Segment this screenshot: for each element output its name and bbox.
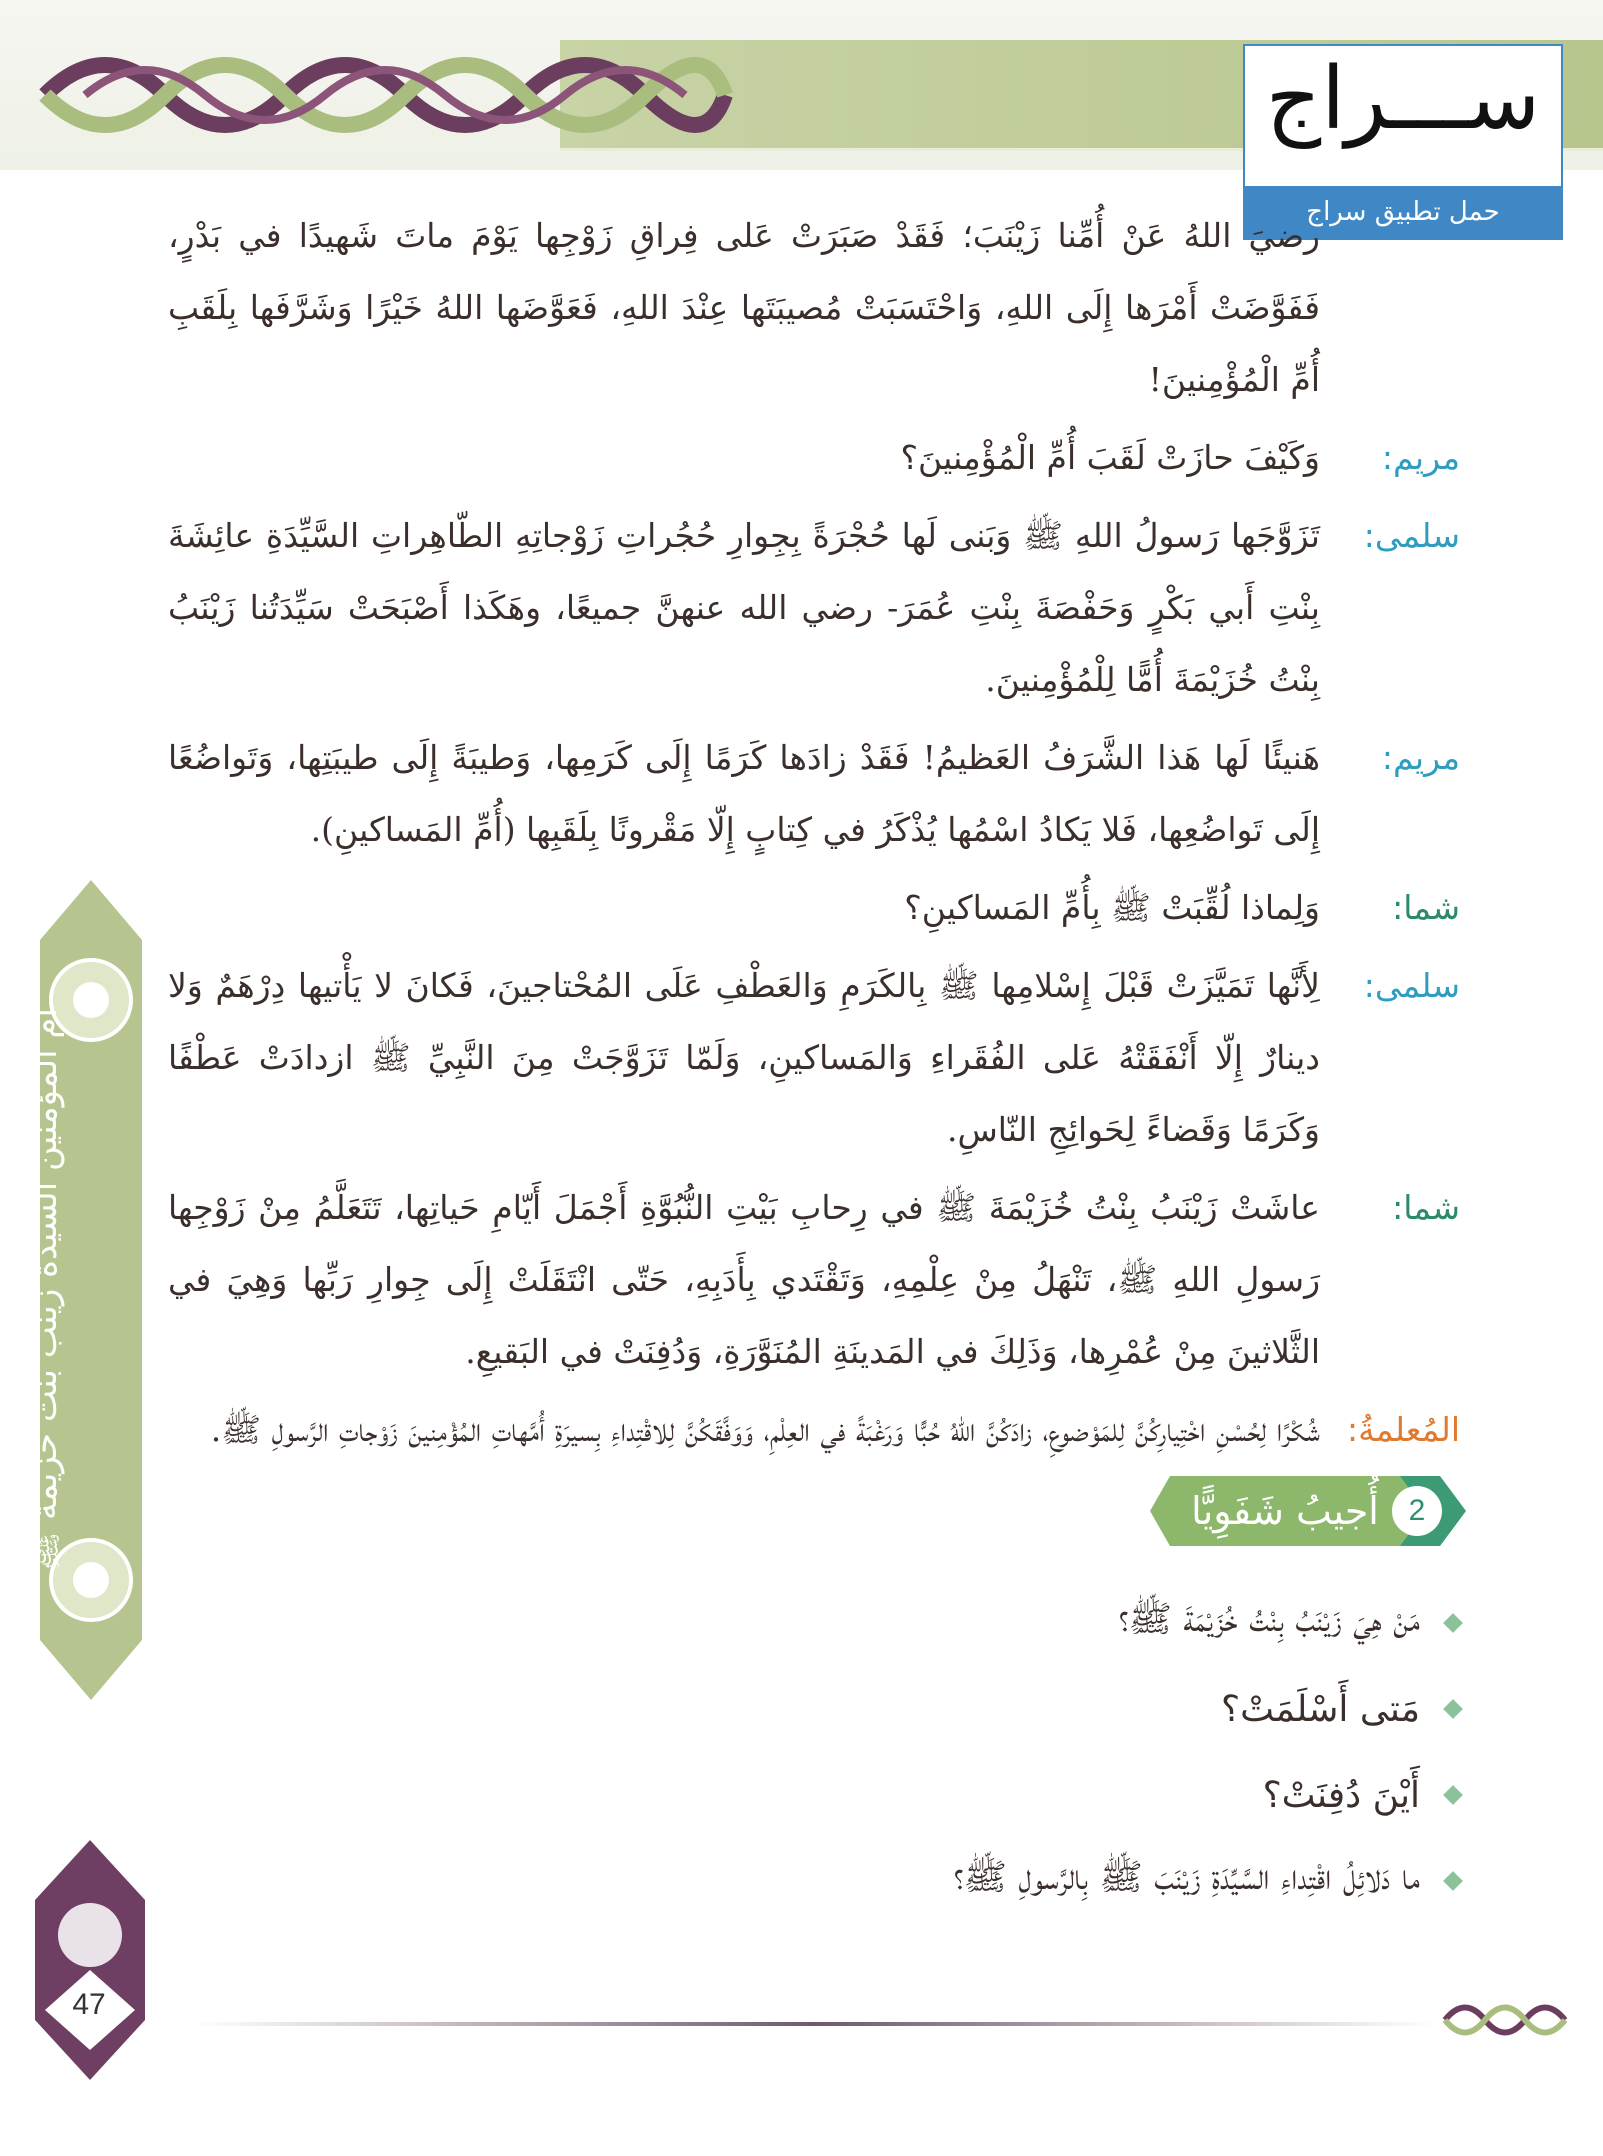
list-item: [700, 1752, 1460, 1838]
speaker-label: سلمى:: [1363, 966, 1460, 1005]
question-list: [700, 1580, 1460, 1924]
dialogue-turn: [168, 422, 1468, 494]
bullet-icon: [1443, 1613, 1463, 1633]
dialogue-turn: [168, 500, 1468, 716]
dialogue-turn: [168, 722, 1468, 866]
speaker-label: سلمى:: [1363, 516, 1460, 555]
speaker-label: مريم:: [1381, 438, 1460, 477]
speech-text: رضيَ اللهُ عَنْ أُمِّنا زَيْنَبَ؛ فَقَدْ صَبَرَتْ عَلى فِراقِ زَوْجِها يَوْمَ ماتَ شَهيدًا في بَدْرٍ، فَفَوَّضَتْ أَمْرَها إِلَى اللهِ، وَاحْتَسَبَتْ مُصيبَتَها عِنْدَ اللهِ، فَعَوَّضَها اللهُ خَيْرًا وَشَرَّفَها بِلَقَبِ أُمِّ الْمُؤْمِنينَ!: [168, 216, 1320, 399]
logo-tagline: حمل تطبيق سراج: [1245, 186, 1561, 238]
dialogue-turn: [168, 1394, 1468, 1466]
dialogue-turn: [168, 200, 1468, 416]
speech-text: وَلِماذا لُقِّبَتْ ﷺ بِأُمِّ المَساكينِ؟: [904, 888, 1320, 927]
speech-text: وَكَيْفَ حازَتْ لَقَبَ أُمِّ الْمُؤْمِنينَ؟: [900, 438, 1320, 477]
speech-text: شُكْرًا لِحُسْنِ اخْتِيارِكُنَّ لِلمَوْضوعِ، زادَكُنَّ اللهُ حُبًّا وَرَغْبَةً في العِلْمِ، وَوَفَّقَكُنَّ لِلاقْتِداءِ بِسيرَةِ أُمَّهاتِ المُؤْمِنينَ زَوْجاتِ الرَّسولِ ﷺ.: [210, 1410, 1320, 1449]
header-weave-ornament: [35, 35, 735, 155]
bullet-icon: [1443, 1871, 1463, 1891]
page-number-badge: [30, 1840, 150, 2080]
footer-rule: [195, 2021, 1435, 2027]
speech-text: لِأَنَّها تَمَيَّزَتْ قَبْلَ إِسْلامِها ﷺ بِالكَرَمِ وَالعَطْفِ عَلَى المُحْتاجينَ، فَكانَ لا يَأْتيها دِرْهَمٌ وَلا دينارٌ إِلّا أَنْفَقَتْهُ عَلى الفُقَراءِ وَالمَساكينِ، وَلَمّا تَزَوَّجَتْ مِنَ النَّبِيِّ ﷺ ازدادَتْ عَطْفًا وَكَرَمًا وَقَضاءً لِحَوائِجِ النّاسِ.: [168, 966, 1320, 1149]
speech-text: هَنيئًا لَها هَذا الشَّرَفُ العَظيمُ! فَقَدْ زادَها كَرَمًا إِلَى كَرَمِها، وَطيبَةً إِلَى طيبَتِها، وَتَواضُعًا إِلَى تَواضُعِها، فَلا يَكادُ اسْمُها يُذْكَرُ في كِتابٍ إِلّا مَقْرونًا بِلَقَبِها (أُمِّ المَساكينِ).: [168, 738, 1320, 849]
footer-weave-ornament: [1440, 1990, 1580, 2050]
question-text: ما دَلائِلُ اقْتِداءِ السَّيِّدَةِ زَيْنَبَ ﷺ بِالرَّسولِ ﷺ؟: [953, 1857, 1420, 1898]
dialogue-turn: [168, 1172, 1468, 1388]
logo-title: ســـراج: [1265, 49, 1541, 149]
question-text: أَيْنَ دُفِنَتْ؟: [1262, 1774, 1420, 1816]
bullet-icon: [1443, 1699, 1463, 1719]
speaker-label: شما:: [1392, 1188, 1460, 1227]
list-item: [700, 1666, 1460, 1752]
section-title: أُجيبُ شَفَوِيًّا: [1191, 1489, 1379, 1533]
list-item: [700, 1838, 1460, 1924]
question-text: مَتى أَسْلَمَتْ؟: [1221, 1688, 1420, 1730]
bullet-icon: [1443, 1785, 1463, 1805]
speaker-label: المُعلمةُ:: [1346, 1410, 1460, 1449]
dialogue-turn: [168, 950, 1468, 1166]
dialogue-turn: [168, 872, 1468, 944]
page-number: 47: [72, 1988, 106, 2021]
vertical-margin-note: [1490, 420, 1518, 1630]
question-text: مَنْ هِيَ زَيْنَبُ بِنْتُ خُزَيْمَةَ ﷺ؟: [1118, 1599, 1420, 1640]
speaker-label: مريم:: [1381, 738, 1460, 777]
dialogue: [168, 200, 1468, 1472]
speech-text: عاشَتْ زَيْنَبُ بِنْتُ خُزَيْمَةَ ﷺ في رِحابِ بَيْتِ النُّبُوَّةِ أَجْمَلَ أَيّامِ حَياتِها، تَتَعَلَّمُ مِنْ زَوْجِها رَسولِ اللهِ ﷺ، تَنْهَلُ مِنْ عِلْمِهِ، وَتَقْتَدي بِأَدَبِهِ، حَتّى انْتَقَلَتْ إِلَى جِوارِ رَبِّها وَهِيَ في الثَّلاثينَ مِنْ عُمْرِها، وَذَلِكَ في المَدينَةِ المُنَوَّرَةِ، وَدُفِنَتْ في البَقيعِ.: [168, 1188, 1320, 1371]
speaker-label: شما:: [1392, 888, 1460, 927]
speech-text: تَزَوَّجَها رَسولُ اللهِ ﷺ وَبَنى لَها حُجْرَةً بِجِوارِ حُجُراتِ زَوْجاتِهِ الطّاهِراتِ السَّيِّدَةِ عائِشَةَ بِنْتِ أَبي بَكْرٍ وَحَفْصَةَ بِنْتِ عُمَرَ- رضي الله عنهنَّ جميعًا، وهَكَذا أَصْبَحَتْ سَيِّدَتُنا زَيْنَبُ بِنْتُ خُزَيْمَةَ أُمًّا لِلْمُؤْمِنينَ.: [168, 516, 1320, 699]
side-title: أم المؤمنين السيدة زينب بنت خزيمة ﷺ: [25, 1008, 65, 1572]
section-number: 2: [1392, 1486, 1442, 1536]
list-item: [700, 1580, 1460, 1666]
